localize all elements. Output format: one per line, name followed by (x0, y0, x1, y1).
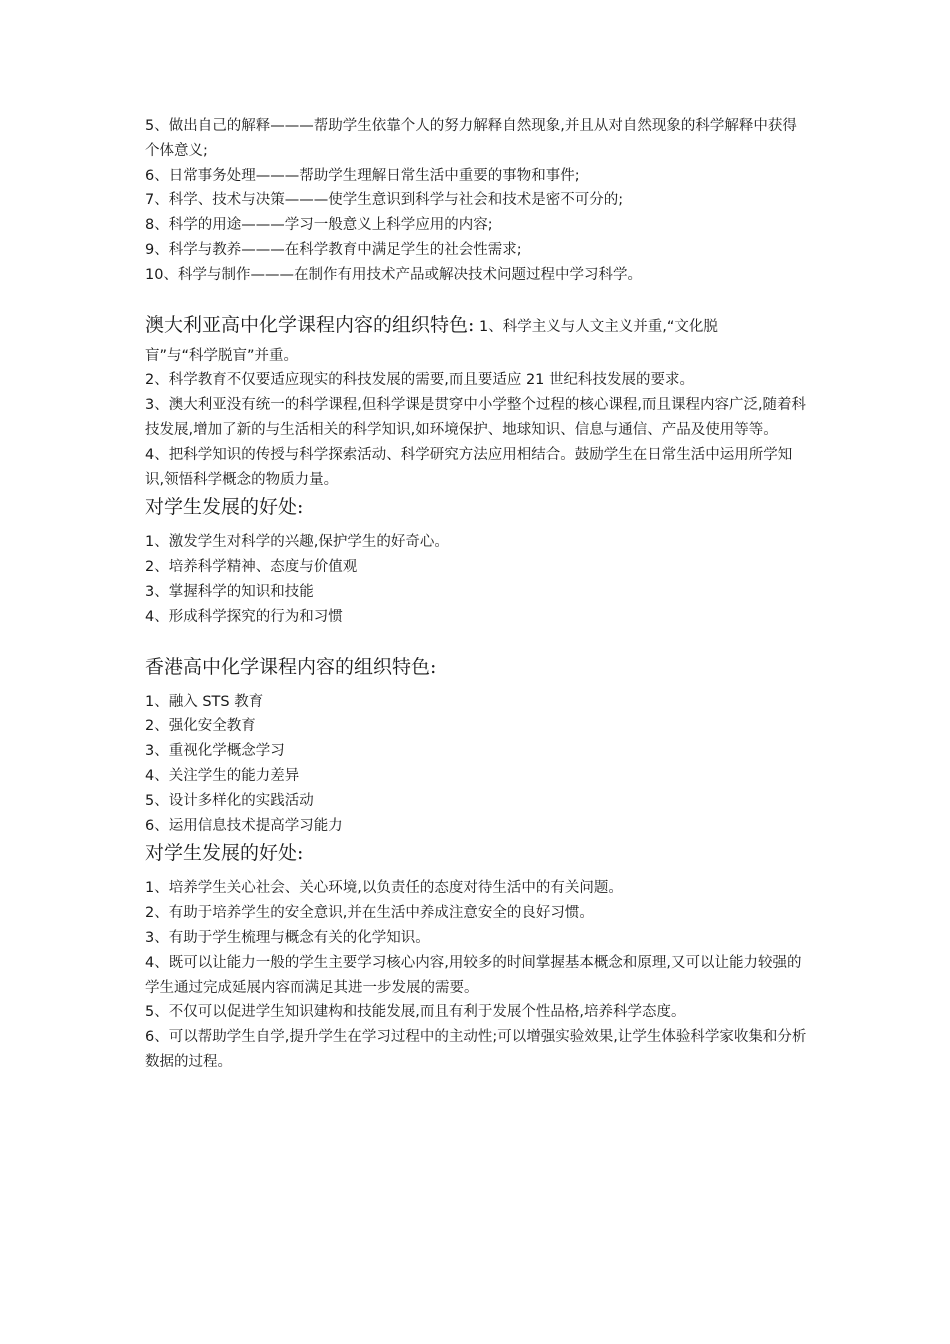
list-item: 1、融入 STS 教育 (145, 693, 264, 710)
list-item: 2、科学教育不仅要适应现实的科技发展的需要,而且要适应 21 世纪科技发展的要求。 (145, 372, 695, 389)
list-item: 2、培养科学精神、态度与价值观 (145, 559, 358, 576)
list-item: 5、做出自己的解释———帮助学生依靠个人的努力解释自然现象,并且从对自然现象的科学解释中获得个体意义; (145, 118, 797, 159)
list-item: 4、关注学生的能力差异 (145, 767, 300, 784)
list-item: 4、形成科学探究的行为和习惯 (145, 608, 343, 625)
list-item: 3、掌握科学的知识和技能 (145, 583, 314, 600)
list-item-continuation: 盲”与“科学脱盲”并重。 (145, 347, 299, 364)
hongkong-benefits-heading: 对学生发展的好处: (145, 842, 304, 865)
list-item: 7、科学、技术与决策———使学生意识到科学与社会和技术是密不可分的; (145, 192, 624, 209)
list-item: 4、把科学知识的传授与科学探索活动、科学研究方法应用相结合。鼓励学生在日常生活中运用所学知识,领悟科学概念的物质力量。 (145, 446, 793, 488)
list-item: 1、培养学生关心社会、关心环境,以负责任的态度对待生活中的有关问题。 (145, 880, 623, 897)
australia-heading: 澳大利亚高中化学课程内容的组织特色: (145, 313, 475, 336)
document-page (145, 114, 810, 1075)
hongkong-section (145, 652, 810, 1075)
list-item: 1、激发学生对科学的兴趣,保护学生的好奇心。 (145, 534, 449, 551)
list-item: 8、科学的用途———学习一般意义上科学应用的内容; (145, 217, 493, 234)
list-item: 2、有助于培养学生的安全意识,并在生活中养成注意安全的良好习惯。 (145, 905, 594, 922)
list-item: 6、可以帮助学生自学,提升学生在学习过程中的主动性;可以增强实验效果,让学生体验科学家收集和分析数据的过程。 (145, 1029, 807, 1070)
list-item: 9、科学与教养———在科学教育中满足学生的社会性需求; (145, 241, 522, 258)
list-item: 6、运用信息技术提高学习能力 (145, 817, 343, 834)
list-item: 3、重视化学概念学习 (145, 743, 285, 760)
list-item: 6、日常事务处理———帮助学生理解日常生活中重要的事物和事件; (145, 167, 580, 184)
list-item: 5、设计多样化的实践活动 (145, 792, 314, 809)
list-item: 2、强化安全教育 (145, 718, 256, 735)
australia-section (145, 308, 810, 630)
australia-benefits-heading: 对学生发展的好处: (145, 496, 304, 519)
australia-heading-line (145, 308, 810, 344)
list-item: 4、既可以让能力一般的学生主要学习核心内容,用较多的时间掌握基本概念和原理,又可以让能力较强的学生通过完成延展内容而满足其进一步发展的需要。 (145, 954, 802, 996)
list-item: 5、不仅可以促进学生知识建构和技能发展,而且有利于发展个性品格,培养科学态度。 (145, 1004, 686, 1021)
list-item: 10、科学与制作———在制作有用技术产品或解决技术问题过程中学习科学。 (145, 266, 642, 283)
hongkong-heading: 香港高中化学课程内容的组织特色: (145, 655, 437, 678)
list-item: 3、澳大利亚没有统一的科学课程,但科学课是贯穿中小学整个过程的核心课程,而且课程内容广泛,随着科技发展,增加了新的与生活相关的科学知识,如环境保护、地球知识、信息与通信、产品及使用等等。 (145, 397, 807, 438)
list-item: 1、科学主义与人文主义并重,“文化脱 (479, 318, 718, 335)
list-item: 3、有助于学生梳理与概念有关的化学知识。 (145, 929, 430, 946)
section1-list (145, 114, 810, 288)
